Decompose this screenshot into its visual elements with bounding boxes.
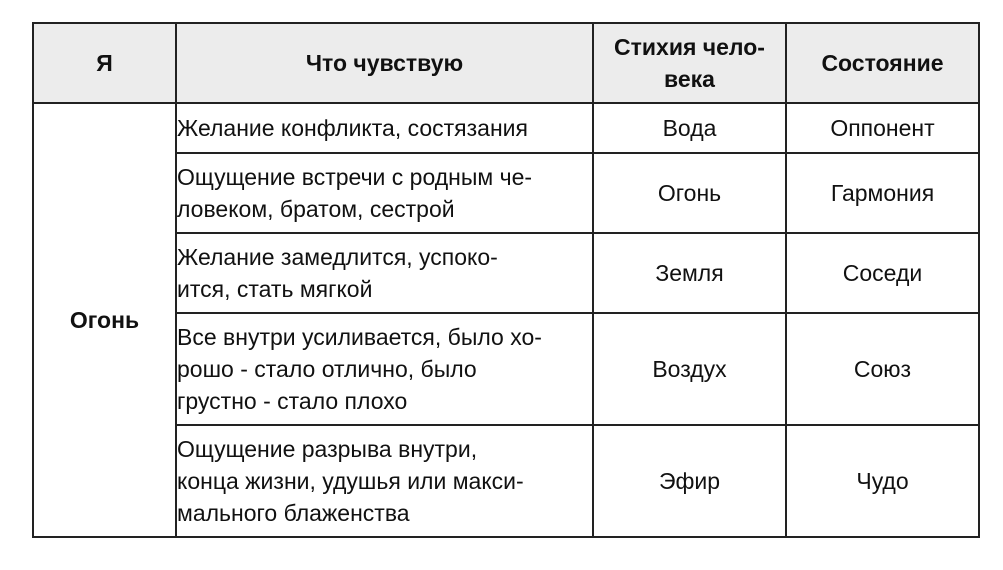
state-cell: Соседи (786, 233, 979, 313)
feel-cell (176, 233, 593, 313)
state-cell: Оппонент (786, 103, 979, 153)
feel-line: ится, стать мягкой (177, 276, 373, 302)
element-cell: Вода (593, 103, 786, 153)
feel-line: рошо - стало отлично, было (177, 356, 477, 382)
state-cell: Гармония (786, 153, 979, 233)
element-cell: Огонь (593, 153, 786, 233)
header-state: Состояние (786, 23, 979, 103)
element-cell: Земля (593, 233, 786, 313)
feel-line: конца жизни, удушья или макси- (177, 468, 524, 494)
header-element-line2: века (664, 66, 715, 92)
feel-line: ловеком, братом, сестрой (177, 196, 455, 222)
feel-line: Ощущение разрыва внутри, (177, 436, 478, 462)
header-ya: Я (33, 23, 176, 103)
header-element-line1: Стихия чело- (614, 34, 765, 60)
feel-line: грустно - стало плохо (177, 388, 408, 414)
header-row (33, 23, 979, 103)
feel-cell (176, 313, 593, 425)
state-cell: Чудо (786, 425, 979, 537)
feel-cell (176, 425, 593, 537)
state-cell: Союз (786, 313, 979, 425)
feel-line: Все внутри усиливается, было хо- (177, 324, 542, 350)
feel-line: Желание конфликта, состязания (177, 115, 528, 141)
feel-line: Желание замедлится, успоко- (177, 244, 498, 270)
table-row (33, 103, 979, 153)
feel-line: Ощущение встречи с родным че- (177, 164, 533, 190)
header-element (593, 23, 786, 103)
elements-table (32, 22, 980, 538)
feel-cell (176, 103, 593, 153)
feel-cell (176, 153, 593, 233)
element-cell: Эфир (593, 425, 786, 537)
header-feel: Что чувствую (176, 23, 593, 103)
feel-line: мального блаженства (177, 500, 410, 526)
element-cell: Воздух (593, 313, 786, 425)
row-group-label: Огонь (33, 103, 176, 537)
